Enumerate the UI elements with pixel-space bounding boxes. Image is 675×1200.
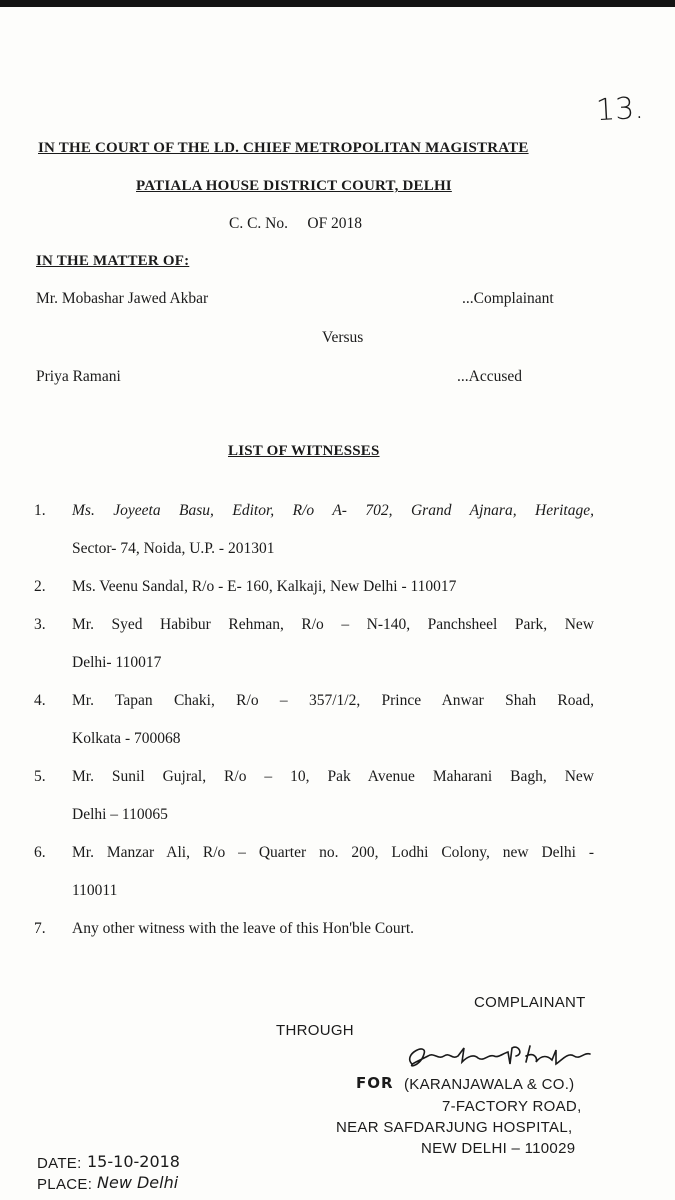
witness-line: Sector- 74, Noida, U.P. - 201301: [72, 540, 275, 557]
place-label: PLACE:: [37, 1176, 93, 1193]
witness-line: Kolkata - 700068: [72, 730, 181, 747]
witness-item: [34, 834, 594, 910]
witness-line: Delhi- 110017: [72, 654, 162, 671]
court-district: PATIALA HOUSE DISTRICT COURT, DELHI: [136, 178, 452, 194]
case-number: C. C. No. OF 2018: [229, 215, 363, 232]
firm-address-line1: 7-FACTORY ROAD,: [442, 1098, 582, 1115]
accused-role: ...Accused: [457, 368, 522, 385]
witness-item: [34, 758, 594, 834]
complainant-name: Mr. Mobashar Jawed Akbar: [36, 290, 209, 307]
witness-number: 7.: [34, 920, 46, 937]
complainant-label: COMPLAINANT: [474, 994, 586, 1011]
complainant-role: ...Complainant: [462, 290, 554, 307]
witnesses-heading: LIST OF WITNESSES: [228, 443, 380, 459]
witness-line: Mr. Tapan Chaki, R/o – 357/1/2, Prince Anwar Shah Road,: [72, 692, 594, 709]
witness-number: 3.: [34, 616, 46, 633]
witness-line: 110011: [72, 882, 118, 899]
witness-line: Delhi – 110065: [72, 806, 168, 823]
for-mark: FOR: [356, 1074, 394, 1092]
witness-item: [34, 492, 594, 568]
firm-name: (KARANJAWALA & CO.): [404, 1076, 575, 1093]
witness-line: Any other witness with the leave of this Hon'ble Court.: [72, 920, 415, 937]
witness-number: 4.: [34, 692, 46, 709]
page-number: 13.: [595, 90, 645, 129]
witness-number: 1.: [34, 502, 46, 519]
witness-number: 6.: [34, 844, 46, 861]
witness-line: Mr. Manzar Ali, R/o – Quarter no. 200, Lodhi Colony, new Delhi -: [72, 844, 594, 861]
place-value: New Delhi: [97, 1173, 179, 1192]
firm-address-line2: NEAR SAFDARJUNG HOSPITAL,: [336, 1119, 573, 1136]
accused-name: Priya Ramani: [36, 368, 121, 385]
witness-line: Mr. Sunil Gujral, R/o – 10, Pak Avenue Maharani Bagh, New: [72, 768, 594, 785]
witness-number: 2.: [34, 578, 46, 595]
date-value: 15-10-2018: [87, 1152, 180, 1171]
witness-item: [34, 568, 594, 606]
witness-item: [34, 682, 594, 758]
witness-item: [34, 606, 594, 682]
through-label: THROUGH: [276, 1022, 354, 1039]
date-label: DATE:: [37, 1155, 82, 1172]
firm-address-line3: NEW DELHI – 110029: [421, 1140, 576, 1157]
scan-top-edge: [0, 0, 675, 7]
matter-heading: IN THE MATTER OF:: [36, 253, 190, 269]
witness-item: [34, 910, 594, 948]
witness-number: 5.: [34, 768, 46, 785]
witness-line: Ms. Veenu Sandal, R/o - E- 160, Kalkaji, New Delhi - 110017: [72, 578, 457, 595]
court-title: IN THE COURT OF THE LD. CHIEF METROPOLITAN MAGISTRATE: [38, 140, 529, 156]
advocate-signature: [398, 1034, 608, 1074]
witness-line: Mr. Syed Habibur Rehman, R/o – N-140, Panchsheel Park, New: [72, 616, 594, 633]
versus-label: Versus: [322, 329, 364, 346]
witness-line: Ms. Joyeeta Basu, Editor, R/o A- 702, Grand Ajnara, Heritage,: [72, 502, 594, 519]
